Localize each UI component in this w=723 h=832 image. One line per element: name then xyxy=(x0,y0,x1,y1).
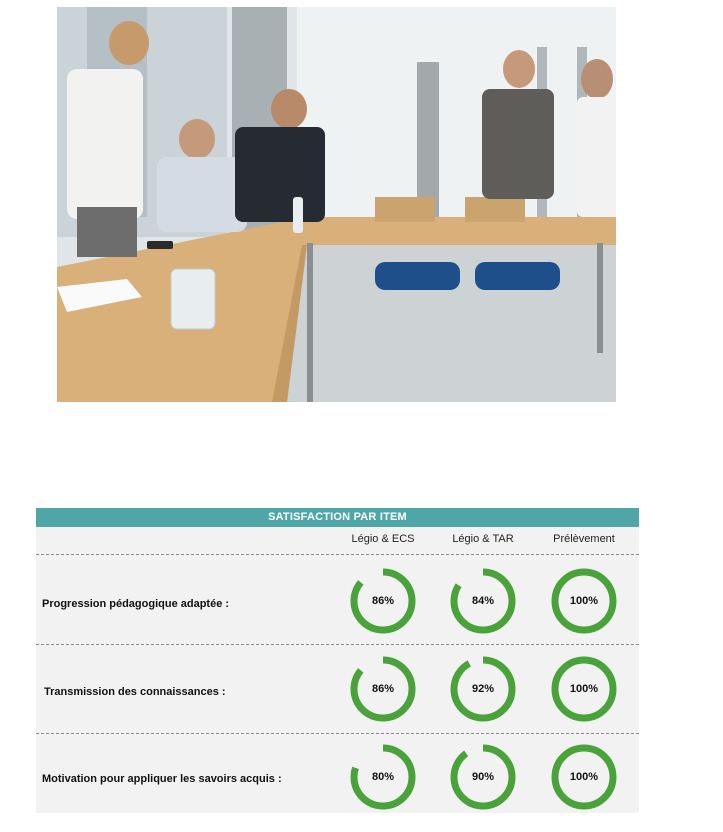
row-divider xyxy=(36,733,639,734)
progress-ring xyxy=(449,655,517,723)
progress-ring xyxy=(550,567,618,635)
ring-value: 92% xyxy=(471,683,495,695)
row-label: Progression pédagogique adaptée : xyxy=(42,598,230,610)
column-header: Légio & TAR xyxy=(452,533,514,545)
progress-ring xyxy=(349,567,417,635)
ring-value: 100% xyxy=(569,771,599,783)
ring-value: 100% xyxy=(569,683,599,695)
progress-ring xyxy=(449,567,517,635)
ring-value: 84% xyxy=(471,595,495,607)
progress-ring xyxy=(550,743,618,811)
office-meeting-photo xyxy=(57,7,616,402)
ring-value: 90% xyxy=(471,771,495,783)
ring-value: 86% xyxy=(371,683,395,695)
row-label: Transmission des connaissances : xyxy=(44,686,226,698)
ring-value: 80% xyxy=(371,771,395,783)
row-label: Motivation pour appliquer les savoirs acquis : xyxy=(42,773,282,785)
column-headers xyxy=(36,527,639,555)
row-divider xyxy=(36,554,639,555)
progress-ring xyxy=(449,743,517,811)
column-header: Prélèvement xyxy=(553,533,615,545)
progress-ring xyxy=(550,655,618,723)
ring-value: 100% xyxy=(569,595,599,607)
satisfaction-panel xyxy=(36,508,639,813)
row-divider xyxy=(36,644,639,645)
meeting-illustration xyxy=(57,7,616,402)
progress-ring xyxy=(349,655,417,723)
panel-title: SATISFACTION PAR ITEM xyxy=(36,508,639,527)
ring-value: 86% xyxy=(371,595,395,607)
column-header: Légio & ECS xyxy=(351,533,415,545)
progress-ring xyxy=(349,743,417,811)
